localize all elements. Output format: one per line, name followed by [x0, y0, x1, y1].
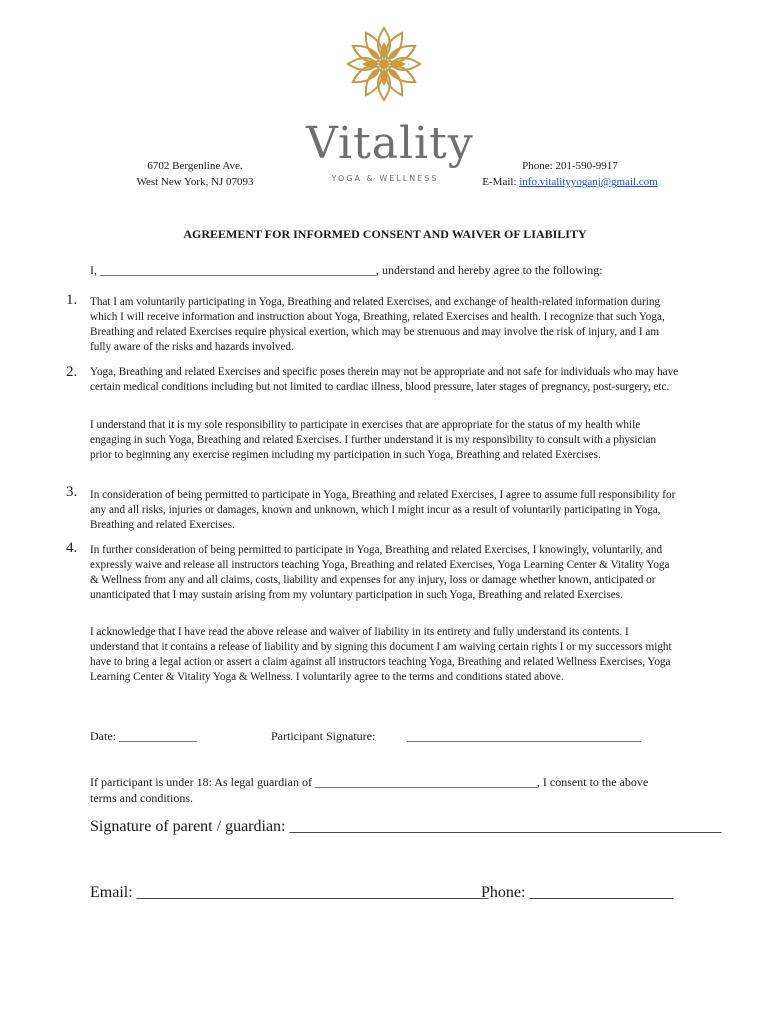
guardian-consent-field[interactable]: If participant is under 18: As legal guardian of _____________________________________, I consent to the above terms and conditions.	[90, 775, 649, 805]
item-number-3: 3.	[66, 484, 78, 500]
email-link[interactable]: info.vitalityyoganj@gmail.com	[519, 176, 658, 188]
vitality-logo	[300, 24, 474, 183]
studio-contact	[470, 158, 670, 190]
studio-address	[120, 158, 270, 190]
parent-signature-field[interactable]: Signature of parent / guardian: ______________________________________________________	[90, 818, 722, 835]
consent-item-1: That I am voluntarily participating in Yoga, Breathing and related Exercises, and exchange of health-related information during which I will receive information and instruction about Yoga, Breathing, related Exercises and health. I recognize that such Yoga, Breathing and related Exercises require physical exertion, which may be strenuous and may involve the risk of injury, and I am fully aware of the risks and hazards involved.	[90, 296, 665, 353]
email-label: E-Mail:	[482, 176, 520, 188]
participant-name-statement: I, ______________________________________________, understand and hereby agree to the following:	[90, 263, 603, 277]
mandala-icon	[344, 24, 424, 104]
phone-number: Phone: 201-590-9917	[522, 160, 618, 172]
consent-item-3: In consideration of being permitted to participate in Yoga, Breathing and related Exercises, I agree to assume full responsibility for any and all risks, injuries or damages, known and unknown, which I might incur as a result of voluntarily participating in Yoga, Breathing and related Exercises.	[90, 489, 676, 531]
participant-signature-field[interactable]: _______________________________________	[407, 729, 641, 743]
acknowledgement-paragraph: I acknowledge that I have read the above release and waiver of liability in its entirety and fully understand its contents. I understand that it contains a release of liability and by signing this document I am waiving certain rights I or my successors might have to bring a legal action or assert a claim against all instructors teaching Yoga, Breathing and related Wellness Exercises, Yoga Learning Center & Vitality Yoga & Wellness. I voluntarily agree to the terms and conditions stated above.	[90, 626, 672, 683]
consent-item-4: In further consideration of being permitted to participate in Yoga, Breathing and related Exercises, I knowingly, voluntarily, and expressly waive and release all instructors teaching Yoga, Breathing and related Exercises, Yoga Learning Center & Vitality Yoga & Wellness from any and all claims, costs, liability and expenses for any injury, loss or damage whether known, anticipated or unanticipated that I may sustain arising from my voluntary participation in such Yoga, Breathing and related Exercises.	[90, 544, 670, 601]
email-field[interactable]: Email: ____________________________________________	[90, 884, 489, 901]
responsibility-paragraph: I understand that it is my sole responsibility to participate in exercises that are appropriate for the status of my health while engaging in such Yoga, Breathing and related Exercises. I further understand it is my responsibility to consult with a physician prior to beginning any exercise regimen including my participation in such Yoga, Breathing and related Exercises.	[90, 419, 657, 461]
date-field[interactable]: Date: _____________	[90, 729, 197, 743]
consent-item-2: Yoga, Breathing and related Exercises and specific poses therein may not be appropriate and not safe for individuals who may have certain medical conditions including but not limited to cardiac illness, blood pressure, later stages of pregnancy, post-surgery, etc.	[90, 366, 679, 393]
item-number-1: 1.	[66, 292, 78, 308]
brand-name: Vitality	[306, 118, 474, 169]
email-row	[470, 174, 670, 190]
item-number-2: 2.	[66, 364, 78, 380]
participant-signature-label: Participant Signature:	[271, 729, 376, 743]
item-number-4: 4.	[66, 540, 78, 556]
document-title: AGREEMENT FOR INFORMED CONSENT AND WAIVER OF LIABILITY	[183, 227, 587, 241]
phone-field[interactable]: Phone: __________________	[481, 884, 674, 901]
address-line-1: 6702 Bergenline Ave.	[147, 160, 243, 172]
brand-tagline: YOGA & WELLNESS	[331, 174, 439, 183]
address-line-2: West New York, NJ 07093	[136, 176, 254, 188]
